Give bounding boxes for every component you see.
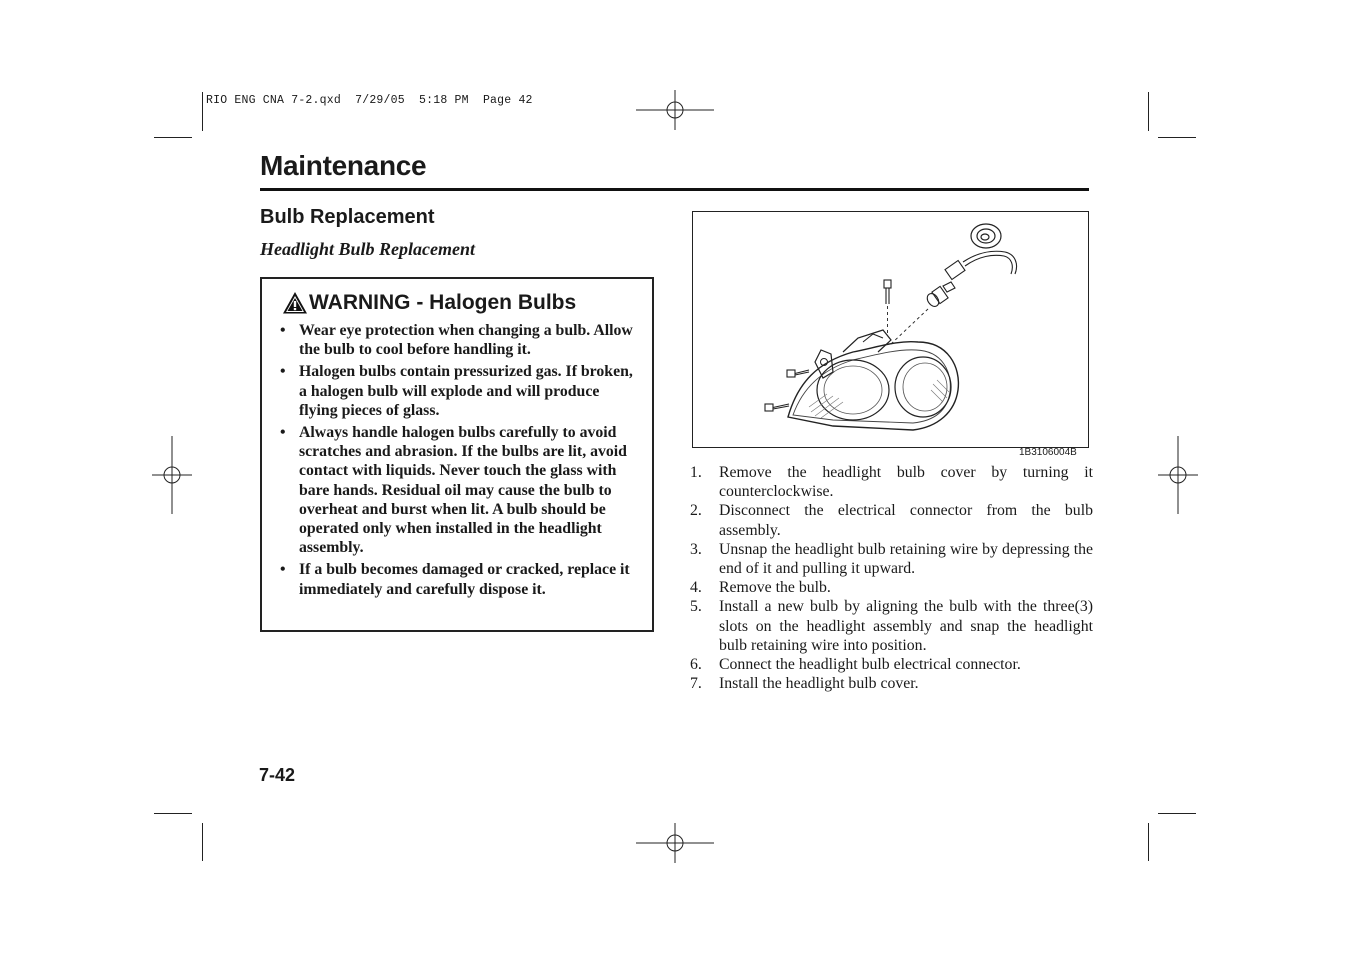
warning-title-text: WARNING - Halogen Bulbs: [309, 291, 577, 314]
section-title: Maintenance: [260, 150, 427, 181]
step-number: 3.: [690, 540, 702, 558]
step-text: Install the headlight bulb cover.: [719, 675, 919, 693]
step-text: Remove the bulb.: [719, 579, 831, 597]
warning-list: [278, 321, 638, 602]
subsection-title: Bulb Replacement: [260, 206, 435, 228]
registration-mark-left: [152, 436, 192, 514]
list-item: [690, 597, 1093, 655]
warning-item: • Always handle halogen bulbs carefully to avoid scratches and abrasion. If the bulbs are lit, avoid contact with liquids. Never touch the glass with bare hands. Residual oil may cause the bulb to overheat and burst when lit. A bulb should be operated only when installed in the headlight assembly.: [278, 423, 638, 557]
subsubsection-title: Headlight Bulb Replacement: [260, 239, 475, 259]
procedure-steps: [690, 463, 1093, 693]
registration-mark-bottom: [636, 823, 714, 863]
step-text: Connect the headlight bulb electrical connector.: [719, 656, 1021, 674]
step-number: 5.: [690, 598, 702, 616]
registration-mark-right: [1158, 436, 1198, 514]
figure-caption: 1B3106004B: [1019, 447, 1077, 458]
list-item: [690, 674, 1093, 693]
list-item: [690, 578, 1093, 597]
warning-item: • If a bulb becomes damaged or cracked, replace it immediately and carefully dispose it.: [278, 560, 638, 598]
step-text: Unsnap the headlight bulb retaining wire by depressing the end of it and pulling it upward.: [719, 540, 1093, 578]
step-number: 7.: [690, 675, 702, 693]
step-number: 6.: [690, 656, 702, 674]
registration-mark-top: [636, 90, 714, 130]
step-text: Install a new bulb by aligning the bulb with the three(3) slots on the headlight assembly and snap the headlight bulb retaining wire into position.: [719, 598, 1093, 654]
warning-item: • Halogen bulbs contain pressurized gas. If broken, a halogen bulb will explode and will produce flying pieces of glass.: [278, 362, 638, 420]
warning-title: [282, 291, 576, 315]
list-item: [690, 540, 1093, 578]
printer-slug-line: RIO ENG CNA 7-2.qxd 7/29/05 5:18 PM Page 42: [206, 94, 533, 107]
headlight-figure: [692, 211, 1089, 448]
step-text: Remove the headlight bulb cover by turning it counterclockwise.: [719, 464, 1093, 501]
list-item: [690, 501, 1093, 539]
list-item: [690, 463, 1093, 501]
page-number: 7-42: [259, 765, 296, 785]
warning-triangle-icon: [282, 291, 308, 315]
headlight-assembly-illustration: [693, 212, 1088, 447]
step-number: 1.: [690, 464, 702, 481]
warning-item: • Wear eye protection when changing a bulb. Allow the bulb to cool before handling it.: [278, 321, 638, 359]
step-number: 2.: [690, 502, 702, 520]
step-text: Disconnect the electrical connector from the bulb assembly.: [719, 502, 1093, 539]
title-rule: [260, 188, 1089, 191]
warning-box: [260, 277, 654, 632]
list-item: [690, 655, 1093, 674]
step-number: 4.: [690, 579, 702, 597]
